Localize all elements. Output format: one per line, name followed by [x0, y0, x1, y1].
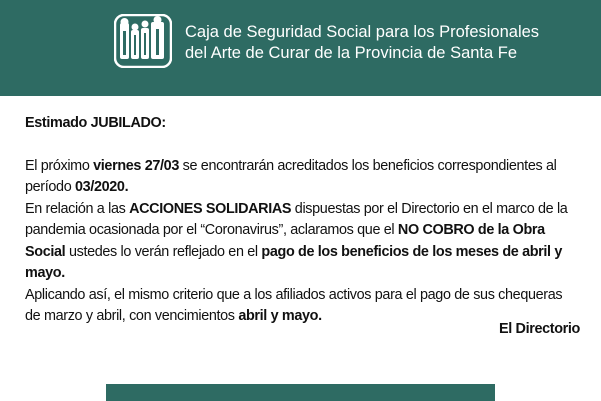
footer-bar — [106, 384, 495, 401]
p1-bold-period: 03/2020. — [75, 179, 129, 195]
greeting: Estimado JUBILADO: — [25, 115, 166, 131]
p2-text-2: dispuestas por el Directorio en el marco de la pandemia ocasionada por el “Coronavirus”, aclaramos que el — [25, 200, 568, 238]
signature: El Directorio — [498, 321, 580, 337]
paragraph-solidarity-actions — [25, 199, 580, 285]
p2-bold-no-cobro: NO COBRO de la Obra Social — [25, 222, 545, 260]
family-figures-logo-icon — [114, 14, 172, 68]
p1-text-1: El próximo — [25, 157, 94, 174]
org-name-line1: Caja de Seguridad Social para los Profesionales — [185, 23, 540, 41]
organization-name — [185, 22, 539, 64]
paragraph-criteria — [25, 285, 580, 328]
org-name-line2: del Arte de Curar de la Provincia de Santa Fe — [185, 44, 518, 62]
p3-bold-months: abril y mayo. — [238, 308, 322, 324]
p2-text-3: ustedes lo verán reflejado en el — [65, 243, 262, 260]
p3-text-1: Aplicando así, el mismo criterio que a los afiliados activos para el pago de sus chequeras de marzo y abril, con vencimientos — [25, 286, 563, 324]
p1-bold-date: viernes 27/03 — [93, 157, 179, 174]
paragraph-payment-date — [25, 156, 580, 199]
p2-bold-acciones: ACCIONES SOLIDARIAS — [129, 200, 292, 217]
letter-body — [25, 113, 580, 328]
p1-text-2: se encontrarán acreditados los beneficios correspondientes al período — [25, 157, 557, 195]
p2-bold-pago: pago de los beneficios de los meses de abril y mayo. — [25, 243, 563, 281]
header-banner — [0, 0, 601, 96]
p2-text-1: En relación a las — [25, 200, 130, 217]
